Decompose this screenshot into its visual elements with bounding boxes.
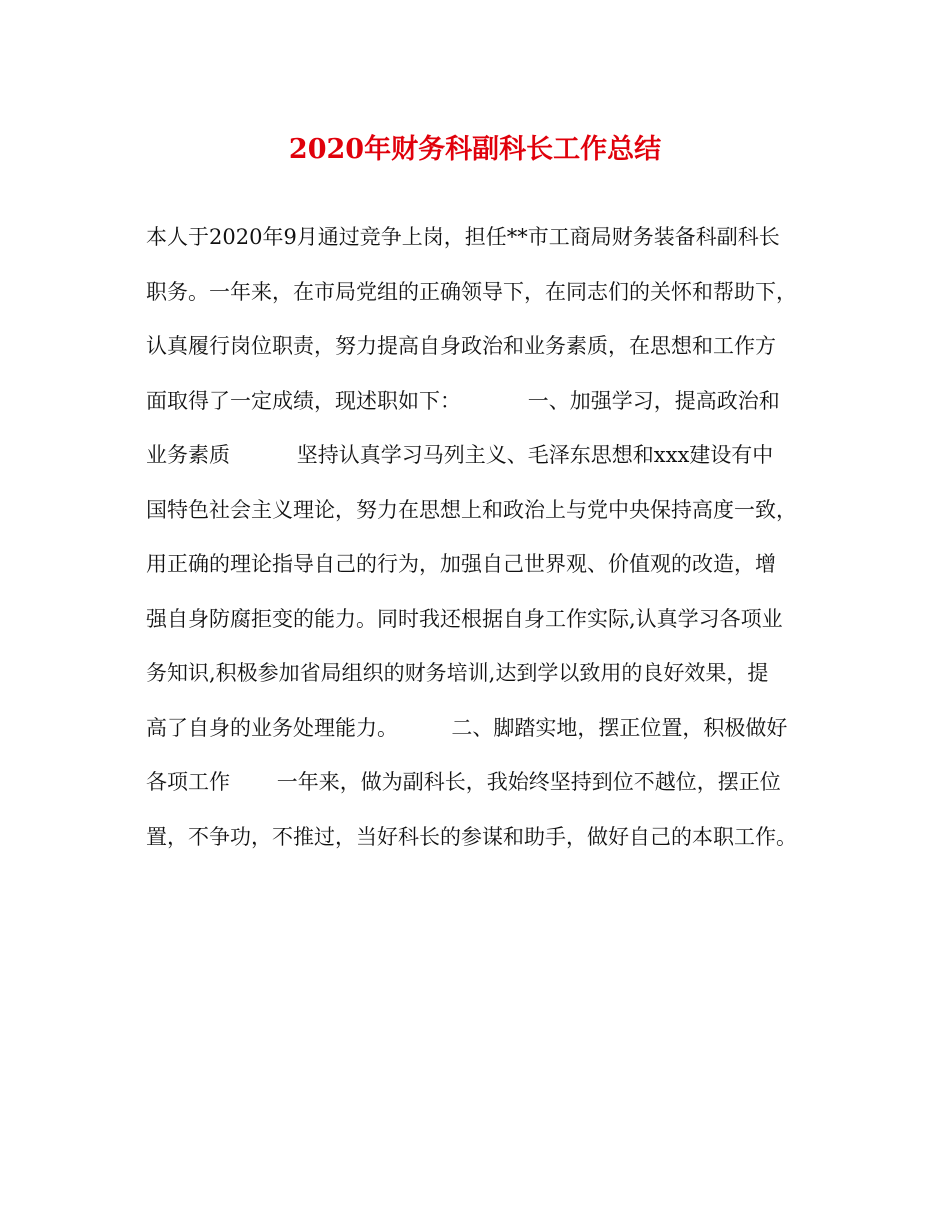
body-line-4: 面取得了一定成绩，现述职如下： 一、加强学习，提高政治和	[146, 388, 780, 413]
body-line-7: 用正确的理论指导自己的行为，加强自己世界观、价值观的改造，增	[146, 552, 776, 576]
document-body	[146, 210, 816, 864]
body-line-1: 本人于2020年9月通过竞争上岗，担任**市工商局财务装备科副科长	[146, 225, 780, 249]
body-line-9: 务知识,积极参加省局组织的财务培训,达到学以致用的良好效果，提	[146, 661, 769, 685]
document-title: 2020年财务科副科长工作总结	[288, 134, 662, 165]
body-line-5: 业务素质 坚持认真学习马列主义、毛泽东思想和xxx建设有中	[146, 443, 774, 467]
body-line-12: 置，不争功，不推过，当好科长的参谋和助手，做好自己的本职工作。	[146, 824, 797, 849]
body-line-2: 职务。一年来，在市局党组的正确领导下，在同志们的关怀和帮助下，	[146, 279, 797, 304]
body-line-8: 强自身防腐拒变的能力。同时我还根据自身工作实际,认真学习各项业	[146, 606, 783, 631]
body-line-11: 各项工作 一年来，做为副科长，我始终坚持到位不越位，摆正位	[146, 770, 781, 794]
body-line-10: 高了自身的业务处理能力。 二、脚踏实地，摆正位置，积极做好	[146, 715, 788, 740]
body-line-3: 认真履行岗位职责，努力提高自身政治和业务素质，在思想和工作方	[146, 334, 776, 358]
body-line-6: 国特色社会主义理论，努力在思想上和政治上与党中央保持高度一致，	[146, 497, 797, 522]
